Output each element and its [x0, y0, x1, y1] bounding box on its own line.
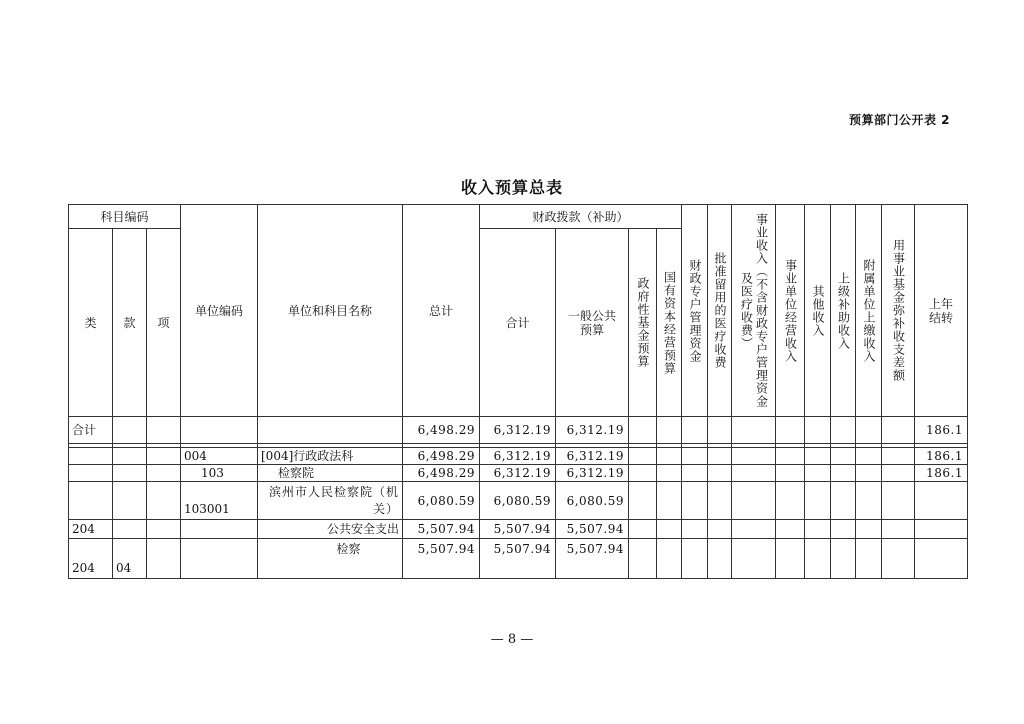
- table-row: [69, 539, 968, 579]
- xiang-header: 项: [147, 229, 181, 417]
- total-cell: 5,507.94: [403, 539, 480, 579]
- superior-subsidy-header: 上级补助收入: [831, 205, 856, 417]
- fiscal-sum-cell: 5,507.94: [480, 520, 556, 539]
- business-ops-header: 事业单位经营收入: [776, 205, 805, 417]
- subject-code-header: 科目编码: [69, 205, 181, 229]
- unit-name-cell: [004]行政政法科: [258, 448, 403, 465]
- fiscal-sum-cell: 6,312.19: [480, 448, 556, 465]
- unit-name-cell: [258, 417, 403, 444]
- medical-retained-header: 批准留用的医疗收费: [708, 205, 732, 417]
- unit-code-cell: 103: [181, 465, 258, 482]
- other-income-header: 其他收入: [805, 205, 831, 417]
- total-cell: 6,498.29: [403, 417, 480, 444]
- lei-header: 类: [69, 229, 113, 417]
- state-capital-header: 国有资本经营预算: [657, 229, 682, 417]
- general-budget-header: 一般公共预算: [556, 229, 629, 417]
- unit-name-cell: 检察院: [258, 465, 403, 482]
- xiang-cell: [147, 417, 181, 444]
- carryover-cell: 186.1: [915, 465, 968, 482]
- table-row: [69, 520, 968, 539]
- fiscal-sum-cell: 6,312.19: [480, 417, 556, 444]
- special-fund-header: 财政专户管理资金: [682, 205, 708, 417]
- fiscal-sum-cell: 6,312.19: [480, 465, 556, 482]
- unit-code-cell: 004: [181, 448, 258, 465]
- xiang-cell: [147, 539, 181, 579]
- unit-code-cell: 103001: [181, 482, 258, 520]
- kuan-cell: [113, 448, 147, 465]
- carryover-cell: [915, 482, 968, 520]
- fiscal-sum-cell: 6,080.59: [480, 482, 556, 520]
- general-budget-cell: 6,312.19: [556, 448, 629, 465]
- document-title: 收入预算总表: [460, 178, 563, 197]
- fiscal-allocation-header: 财政拨款（补助）: [480, 205, 682, 229]
- unit-name-cell: 公共安全支出: [258, 520, 403, 539]
- table-row: [69, 482, 968, 520]
- kuan-cell: [113, 465, 147, 482]
- general-budget-cell: 6,312.19: [556, 465, 629, 482]
- lei-cell: [69, 465, 113, 482]
- unit-code-cell: [181, 539, 258, 579]
- carryover-cell: 186.1: [915, 417, 968, 444]
- lei-cell: 204: [69, 520, 113, 539]
- total-header: 总计: [403, 205, 480, 417]
- xiang-cell: [147, 520, 181, 539]
- total-cell: 6,080.59: [403, 482, 480, 520]
- lei-cell: 合计: [69, 417, 113, 444]
- total-cell: 6,498.29: [403, 465, 480, 482]
- total-cell: 6,498.29: [403, 448, 480, 465]
- general-budget-cell: 6,080.59: [556, 482, 629, 520]
- general-budget-cell: 6,312.19: [556, 417, 629, 444]
- unit-code-header: 单位编码: [181, 205, 258, 417]
- lei-cell: [69, 482, 113, 520]
- gov-fund-header: 政府性基金预算: [629, 229, 657, 417]
- general-budget-cell: 5,507.94: [556, 520, 629, 539]
- kuan-cell: [113, 482, 147, 520]
- xiang-cell: [147, 465, 181, 482]
- kuan-cell: [113, 520, 147, 539]
- unit-code-cell: [181, 520, 258, 539]
- affiliated-paid-header: 附属单位上缴收入: [856, 205, 882, 417]
- unit-name-header: 单位和科目名称: [258, 205, 403, 417]
- unit-name-cell: 检察: [258, 539, 403, 579]
- table-row: [69, 417, 968, 444]
- unit-name-cell: 滨州市人民检察院（机关）: [258, 482, 403, 520]
- income-budget-table: [68, 204, 968, 579]
- header-row-1: [69, 205, 968, 229]
- table-row: [69, 448, 968, 465]
- xiang-cell: [147, 448, 181, 465]
- page-number: — 8 —: [490, 632, 534, 647]
- general-budget-cell: 5,507.94: [556, 539, 629, 579]
- lei-cell: [69, 448, 113, 465]
- business-income-header: 事业收入（不含财政专户管理资金及医疗收费）: [732, 205, 776, 417]
- fiscal-sum-cell: 5,507.94: [480, 539, 556, 579]
- unit-code-cell: [181, 417, 258, 444]
- table-row: [69, 465, 968, 482]
- total-cell: 5,507.94: [403, 520, 480, 539]
- carryover-cell: 186.1: [915, 448, 968, 465]
- lei-cell: 204: [69, 539, 113, 579]
- kuan-cell: 04: [113, 539, 147, 579]
- carryover-cell: [915, 539, 968, 579]
- xiang-cell: [147, 482, 181, 520]
- kuan-cell: [113, 417, 147, 444]
- table-code-label: 预算部门公开表 2: [848, 113, 950, 127]
- carryover-header: 上年结转: [915, 205, 968, 417]
- fiscal-sum-header: 合计: [480, 229, 556, 417]
- kuan-header: 款: [113, 229, 147, 417]
- fund-offset-header: 用事业基金弥补收支差额: [882, 205, 915, 417]
- carryover-cell: [915, 520, 968, 539]
